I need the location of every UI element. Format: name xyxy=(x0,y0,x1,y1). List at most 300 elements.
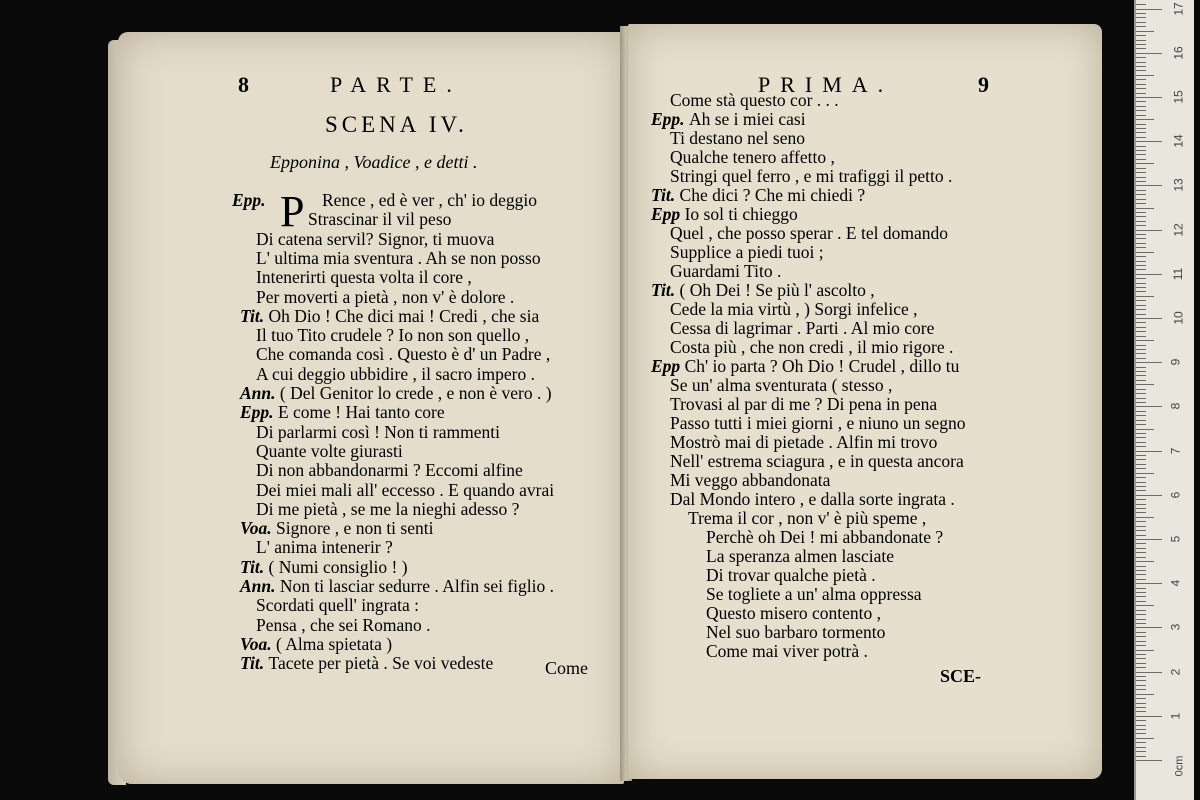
text-line xyxy=(670,470,830,490)
line-text: Guardami Tito . xyxy=(670,261,782,281)
ruler-tick xyxy=(1136,645,1146,646)
ruler-tick xyxy=(1136,132,1146,133)
ruler-tick xyxy=(1136,212,1146,213)
line-text: Di parlarmi così ! Non ti rammenti xyxy=(256,421,500,442)
scene-heading: SCENA IV. xyxy=(325,112,468,137)
ruler-tick xyxy=(1136,658,1146,659)
ruler-number: 15 xyxy=(1171,90,1186,104)
ruler-tick xyxy=(1136,539,1162,540)
ruler-tick xyxy=(1136,446,1146,447)
ruler-tick xyxy=(1136,84,1146,85)
text-line xyxy=(256,364,535,384)
ruler-tick xyxy=(1136,181,1146,182)
ruler-tick xyxy=(1136,291,1146,292)
line-text: ( Numi consiglio ! ) xyxy=(268,556,408,577)
text-line xyxy=(670,337,953,357)
ruler-tick xyxy=(1136,57,1146,58)
ruler-tick xyxy=(1136,115,1146,116)
text-line xyxy=(256,287,514,307)
ruler-tick xyxy=(1136,119,1154,120)
text-line xyxy=(706,565,876,585)
ruler-tick xyxy=(1136,128,1146,129)
right-page-number: 9 xyxy=(978,72,989,97)
text-line xyxy=(706,546,894,566)
line-text: Qualche tenero affetto , xyxy=(670,147,835,167)
ruler-tick xyxy=(1136,504,1146,505)
ruler-tick xyxy=(1136,40,1146,41)
ruler-tick xyxy=(1136,269,1146,270)
text-line xyxy=(308,209,451,229)
text-line xyxy=(688,508,926,528)
ruler-number: 8 xyxy=(1168,403,1183,410)
ruler-tick xyxy=(1136,150,1146,151)
text-line xyxy=(256,595,419,615)
ruler-tick xyxy=(1136,517,1154,518)
line-text: Se togliete a un' alma oppressa xyxy=(706,584,922,604)
ruler-tick xyxy=(1136,31,1154,32)
ruler-tick xyxy=(1136,309,1146,310)
ruler-tick xyxy=(1136,194,1146,195)
text-line xyxy=(670,166,952,186)
ruler-tick xyxy=(1136,468,1146,469)
ruler-tick xyxy=(1136,146,1146,147)
text-line xyxy=(240,383,552,403)
ruler-number: 6 xyxy=(1168,491,1183,499)
line-text: Che comanda così . Questo è d' un Padre , xyxy=(256,344,551,365)
ruler-tick xyxy=(1136,48,1146,49)
ruler-tick xyxy=(1136,53,1162,54)
ruler-tick xyxy=(1136,70,1146,71)
ruler-number: 16 xyxy=(1171,46,1186,60)
ruler-tick xyxy=(1136,619,1146,620)
ruler-tick xyxy=(1136,44,1146,45)
line-text: Perchè oh Dei ! mi abbandonate ? xyxy=(706,527,944,547)
line-text: Di catena servil? Signor, ti muova xyxy=(256,228,495,249)
line-text: Di non abbandonarmi ? Eccomi alfine xyxy=(256,460,523,481)
ruler-tick xyxy=(1136,101,1146,102)
line-text: Cessa di lagrimar . Parti . Al mio core xyxy=(670,318,935,338)
ruler-tick xyxy=(1136,654,1146,655)
ruler-number: 2 xyxy=(1168,668,1183,675)
ruler-tick xyxy=(1136,411,1146,412)
ruler-tick xyxy=(1136,230,1162,231)
line-text: Tacete per pietà . Se voi vedeste xyxy=(268,653,494,674)
ruler-tick xyxy=(1136,62,1146,63)
ruler-tick xyxy=(1136,208,1154,209)
characters-line: Epponina , Voadice , e detti . xyxy=(270,152,478,172)
ruler-tick xyxy=(1136,238,1146,239)
ruler-tick xyxy=(1136,327,1146,328)
ruler-number: 4 xyxy=(1168,579,1183,587)
ruler-tick xyxy=(1136,22,1146,23)
ruler-tick xyxy=(1136,13,1146,14)
ruler-tick xyxy=(1136,252,1154,253)
text-line xyxy=(670,318,934,338)
ruler-tick xyxy=(1136,738,1154,739)
speaker-label: Epp xyxy=(651,356,685,376)
text-line xyxy=(670,128,805,148)
ruler-tick xyxy=(1136,552,1146,553)
ruler-tick xyxy=(1136,521,1146,522)
ruler-tick xyxy=(1136,512,1146,513)
text-line xyxy=(670,432,937,452)
speaker-label: Voa. xyxy=(240,633,276,654)
text-line xyxy=(651,109,806,129)
ruler-tick xyxy=(1136,375,1146,376)
ruler-tick xyxy=(1136,455,1146,456)
ruler-tick xyxy=(1136,451,1162,452)
ruler-tick xyxy=(1136,636,1146,637)
line-text: Se un' alma sventurata ( stesso , xyxy=(670,375,893,395)
ruler-tick xyxy=(1136,703,1146,704)
drop-cap: P xyxy=(280,187,305,236)
speaker-label: Tit. xyxy=(240,556,269,577)
ruler-tick xyxy=(1136,490,1146,491)
text-line xyxy=(256,248,541,268)
line-text: Mostrò mai di pietade . Alfin mi trovo xyxy=(670,432,938,452)
ruler-tick xyxy=(1136,26,1146,27)
ruler-tick xyxy=(1136,353,1146,354)
line-text: Di me pietà , se me la nieghi adesso ? xyxy=(256,498,520,519)
measurement-ruler xyxy=(1134,0,1194,800)
right-running-head: PRIMA. xyxy=(758,72,894,97)
ruler-tick xyxy=(1136,168,1146,169)
line-text: Supplice a piedi tuoi ; xyxy=(670,242,824,262)
ruler-tick xyxy=(1136,429,1154,430)
ruler-tick xyxy=(1136,747,1146,748)
line-text: L' anima intenerir ? xyxy=(256,537,393,558)
text-line xyxy=(240,518,433,538)
ruler-tick xyxy=(1136,384,1154,385)
ruler-number: 14 xyxy=(1171,134,1186,148)
line-text: ( Del Genitor lo crede , e non è vero . ) xyxy=(279,383,552,403)
text-line xyxy=(240,576,554,596)
ruler-tick xyxy=(1136,190,1146,191)
text-line xyxy=(256,325,529,345)
speaker-label: Tit. xyxy=(651,280,680,300)
ruler-tick xyxy=(1136,570,1146,571)
ruler-tick xyxy=(1136,79,1146,80)
ruler-tick xyxy=(1136,672,1162,673)
text-line xyxy=(240,634,392,654)
ruler-tick xyxy=(1136,287,1146,288)
left-page-number: 8 xyxy=(238,72,249,97)
line-text: Io sol ti chieggo xyxy=(684,204,798,224)
ruler-tick xyxy=(1136,124,1146,125)
ruler-number: 17 xyxy=(1171,1,1186,16)
ruler-tick xyxy=(1136,733,1146,734)
ruler-tick xyxy=(1136,742,1146,743)
ruler-number: 12 xyxy=(1171,222,1186,237)
ruler-tick xyxy=(1136,614,1146,615)
ruler-number: 5 xyxy=(1168,535,1183,543)
ruler-tick xyxy=(1136,667,1146,668)
ruler-tick xyxy=(1136,106,1146,107)
line-text: Quel , che posso sperar . E tel domando xyxy=(670,223,948,243)
ruler-tick xyxy=(1136,243,1146,244)
ruler-tick xyxy=(1136,406,1162,407)
text-line xyxy=(670,242,824,262)
line-text: Ch' io parta ? Oh Dio ! Crudel , dillo tu xyxy=(684,356,960,376)
ruler-tick xyxy=(1136,296,1154,297)
ruler-tick xyxy=(1136,256,1146,257)
text-line xyxy=(256,441,403,461)
text-line xyxy=(670,90,839,110)
ruler-tick xyxy=(1136,543,1146,544)
text-line xyxy=(651,280,875,300)
speaker-label: Voa. xyxy=(240,518,276,539)
text-line xyxy=(240,306,539,326)
line-text: ( Oh Dei ! Se più l' ascolto , xyxy=(679,280,875,300)
line-text: Passo tutti i miei giorni , e niuno un segno xyxy=(670,413,966,433)
line-text: Come mai viver potrà . xyxy=(706,641,868,661)
ruler-tick xyxy=(1136,583,1162,584)
line-text: Scordati quell' ingrata : xyxy=(256,595,420,616)
speaker-label: Epp xyxy=(651,204,685,224)
ruler-tick xyxy=(1136,274,1162,275)
ruler-tick xyxy=(1136,495,1162,496)
text-line xyxy=(240,402,445,422)
ruler-tick xyxy=(1136,66,1146,67)
ruler-tick xyxy=(1136,97,1162,98)
text-line xyxy=(670,223,948,243)
text-line xyxy=(256,229,494,249)
ruler-tick xyxy=(1136,234,1146,235)
text-line xyxy=(670,451,964,471)
speaker-label: Tit. xyxy=(240,305,269,326)
ruler-tick xyxy=(1136,185,1162,186)
ruler-tick xyxy=(1136,720,1146,721)
ruler-tick xyxy=(1136,402,1146,403)
ruler-tick xyxy=(1136,716,1162,717)
line-text: Non ti lasciar sedurre . Alfin sei figlio . xyxy=(279,576,554,596)
text-line xyxy=(651,185,865,205)
text-line xyxy=(706,527,943,547)
left-catchword: Come xyxy=(545,658,588,678)
text-line xyxy=(651,204,798,224)
ruler-tick xyxy=(1136,601,1146,602)
ruler-tick xyxy=(1136,729,1146,730)
line-text: Stringi quel ferro , e mi trafiggi il petto . xyxy=(670,166,953,186)
ruler-tick xyxy=(1136,221,1146,222)
text-line xyxy=(670,147,835,167)
ruler-tick xyxy=(1136,605,1154,606)
ruler-tick xyxy=(1136,9,1162,10)
text-line xyxy=(256,537,393,557)
line-text: Costa più , che non credi , il mio rigore . xyxy=(670,337,954,357)
ruler-tick xyxy=(1136,137,1146,138)
text-line xyxy=(670,489,955,509)
ruler-tick xyxy=(1136,579,1146,580)
ruler-tick xyxy=(1136,574,1146,575)
ruler-tick xyxy=(1136,35,1146,36)
ruler-tick xyxy=(1136,163,1154,164)
speaker-label: Epp. xyxy=(651,109,689,129)
speaker-label: Epp. xyxy=(240,402,278,423)
ruler-tick xyxy=(1136,314,1146,315)
line-text: A cui deggio ubbidire , il sacro impero . xyxy=(256,363,535,384)
ruler-number: 1 xyxy=(1168,712,1183,720)
ruler-number: 10 xyxy=(1171,311,1186,325)
ruler-tick xyxy=(1136,632,1146,633)
right-catchword: SCE- xyxy=(940,666,982,686)
ruler-tick xyxy=(1136,331,1146,332)
ruler-tick xyxy=(1136,627,1162,628)
ruler-tick xyxy=(1136,557,1146,558)
line-text: Trovasi al par di me ? Di pena in pena xyxy=(670,394,938,414)
speaker-label: Ann. xyxy=(240,383,280,403)
ruler-number: 3 xyxy=(1168,624,1183,631)
ruler-tick xyxy=(1136,278,1146,279)
text-line xyxy=(670,299,918,319)
text-line xyxy=(670,261,781,281)
text-line xyxy=(706,641,868,661)
ruler-tick xyxy=(1136,596,1146,597)
ruler-tick xyxy=(1136,225,1146,226)
line-text: Nell' estrema sciagura , e in questa ancora xyxy=(670,451,964,471)
ruler-tick xyxy=(1136,389,1146,390)
ruler-tick xyxy=(1136,172,1146,173)
ruler-tick xyxy=(1136,93,1146,94)
ruler-tick xyxy=(1136,424,1146,425)
line-text: Ah se i miei casi xyxy=(688,109,806,129)
ruler-tick xyxy=(1136,367,1146,368)
ruler-tick xyxy=(1136,247,1146,248)
line-text: Il tuo Tito crudele ? Io non son quello , xyxy=(256,325,530,346)
ruler-tick xyxy=(1136,154,1146,155)
text-line xyxy=(256,499,519,519)
ruler-tick xyxy=(1136,756,1146,757)
text-line xyxy=(240,557,408,577)
ruler-number: 13 xyxy=(1171,178,1186,193)
line-text: Oh Dio ! Che dici mai ! Credi , che sia xyxy=(268,305,540,326)
ruler-tick xyxy=(1136,641,1146,642)
line-text: Cede la mia virtù , ) Sorgi infelice , xyxy=(670,299,918,319)
ruler-tick xyxy=(1136,711,1146,712)
line-text: Rence , ed è ver , ch' io deggio xyxy=(321,190,537,210)
ruler-number: 7 xyxy=(1168,447,1183,454)
left-running-head: PARTE. xyxy=(330,72,462,97)
ruler-tick xyxy=(1136,530,1146,531)
line-text: L' ultima mia sventura . Ah se non posso xyxy=(256,247,541,268)
ruler-tick xyxy=(1136,535,1146,536)
ruler-tick xyxy=(1136,380,1146,381)
text-line xyxy=(670,375,892,395)
ruler-tick xyxy=(1136,561,1154,562)
text-line xyxy=(256,267,472,287)
ruler-unit-label: 0cm xyxy=(1173,755,1186,777)
ruler-tick xyxy=(1136,336,1146,337)
line-text: Come stà questo cor . . . xyxy=(670,90,839,110)
text-line xyxy=(670,413,966,433)
line-text: Di trovar qualche pietà . xyxy=(706,565,876,585)
line-text: Intenerirti questa volta il core , xyxy=(256,267,472,288)
line-text: ( Alma spietata ) xyxy=(275,633,393,654)
ruler-tick xyxy=(1136,345,1146,346)
ruler-tick xyxy=(1136,203,1146,204)
ruler-tick xyxy=(1136,420,1146,421)
ruler-tick xyxy=(1136,588,1146,589)
line-text: La speranza almen lasciate xyxy=(706,546,895,566)
ruler-tick xyxy=(1136,482,1146,483)
ruler-tick xyxy=(1136,437,1146,438)
line-text: Che dici ? Che mi chiedi ? xyxy=(679,185,866,205)
ruler-tick xyxy=(1136,685,1146,686)
ruler-tick xyxy=(1136,499,1146,500)
ruler-tick xyxy=(1136,508,1146,509)
ruler-tick xyxy=(1136,486,1146,487)
ruler-tick xyxy=(1136,650,1154,651)
ruler-number: 11 xyxy=(1171,267,1186,281)
speaker-label: Ann. xyxy=(240,576,280,596)
line-text: Quante volte giurasti xyxy=(256,440,403,461)
ruler-tick xyxy=(1136,261,1146,262)
speaker-label: Tit. xyxy=(240,653,269,674)
ruler-tick xyxy=(1136,610,1146,611)
ruler-tick xyxy=(1136,698,1146,699)
ruler-tick xyxy=(1136,398,1146,399)
ruler-tick xyxy=(1136,300,1146,301)
ruler-tick xyxy=(1136,349,1146,350)
line-text: Signore , e non ti senti xyxy=(275,518,434,539)
ruler-tick xyxy=(1136,526,1146,527)
ruler-tick xyxy=(1136,477,1146,478)
text-line xyxy=(240,653,493,673)
line-text: Dei miei mali all' eccesso . E quando avrai xyxy=(256,479,555,500)
line-text: Trema il cor , non v' è più speme , xyxy=(688,508,927,528)
ruler-tick xyxy=(1136,680,1146,681)
text-line xyxy=(706,603,881,623)
ruler-tick xyxy=(1136,110,1146,111)
ruler-tick xyxy=(1136,216,1146,217)
ruler-tick xyxy=(1136,548,1146,549)
ruler-tick xyxy=(1136,725,1146,726)
speaker-label: Epp. xyxy=(232,190,270,210)
text-line xyxy=(670,394,937,414)
line-text: Pensa , che sei Romano . xyxy=(256,614,431,635)
ruler-tick xyxy=(1136,415,1146,416)
ruler-tick xyxy=(1136,199,1146,200)
ruler-tick xyxy=(1136,75,1154,76)
ruler-tick xyxy=(1136,566,1146,567)
line-text: Per moverti a pietà , non v' è dolore . xyxy=(256,286,515,307)
ruler-tick xyxy=(1136,694,1154,695)
ruler-tick xyxy=(1136,473,1154,474)
ruler-tick xyxy=(1136,159,1146,160)
ruler-tick xyxy=(1136,464,1146,465)
ruler-tick xyxy=(1136,283,1146,284)
line-text: Strascinar il vil peso xyxy=(308,209,452,230)
ruler-tick xyxy=(1136,689,1146,690)
ruler-tick xyxy=(1136,318,1162,319)
ruler-tick xyxy=(1136,592,1146,593)
ruler-tick xyxy=(1136,340,1154,341)
ruler-tick xyxy=(1136,305,1146,306)
ruler-tick xyxy=(1136,676,1146,677)
ruler-tick xyxy=(1136,358,1146,359)
text-line xyxy=(256,422,500,442)
line-text: Ti destano nel seno xyxy=(670,128,805,148)
ruler-tick xyxy=(1136,362,1162,363)
text-line xyxy=(256,460,523,480)
ruler-tick xyxy=(1136,393,1146,394)
line-text: E come ! Hai tanto core xyxy=(277,402,445,423)
ruler-tick xyxy=(1136,4,1146,5)
ruler-tick xyxy=(1136,322,1146,323)
line-text: Nel suo barbaro tormento xyxy=(706,622,886,642)
text-line xyxy=(256,615,430,635)
ruler-number: 9 xyxy=(1168,358,1183,366)
